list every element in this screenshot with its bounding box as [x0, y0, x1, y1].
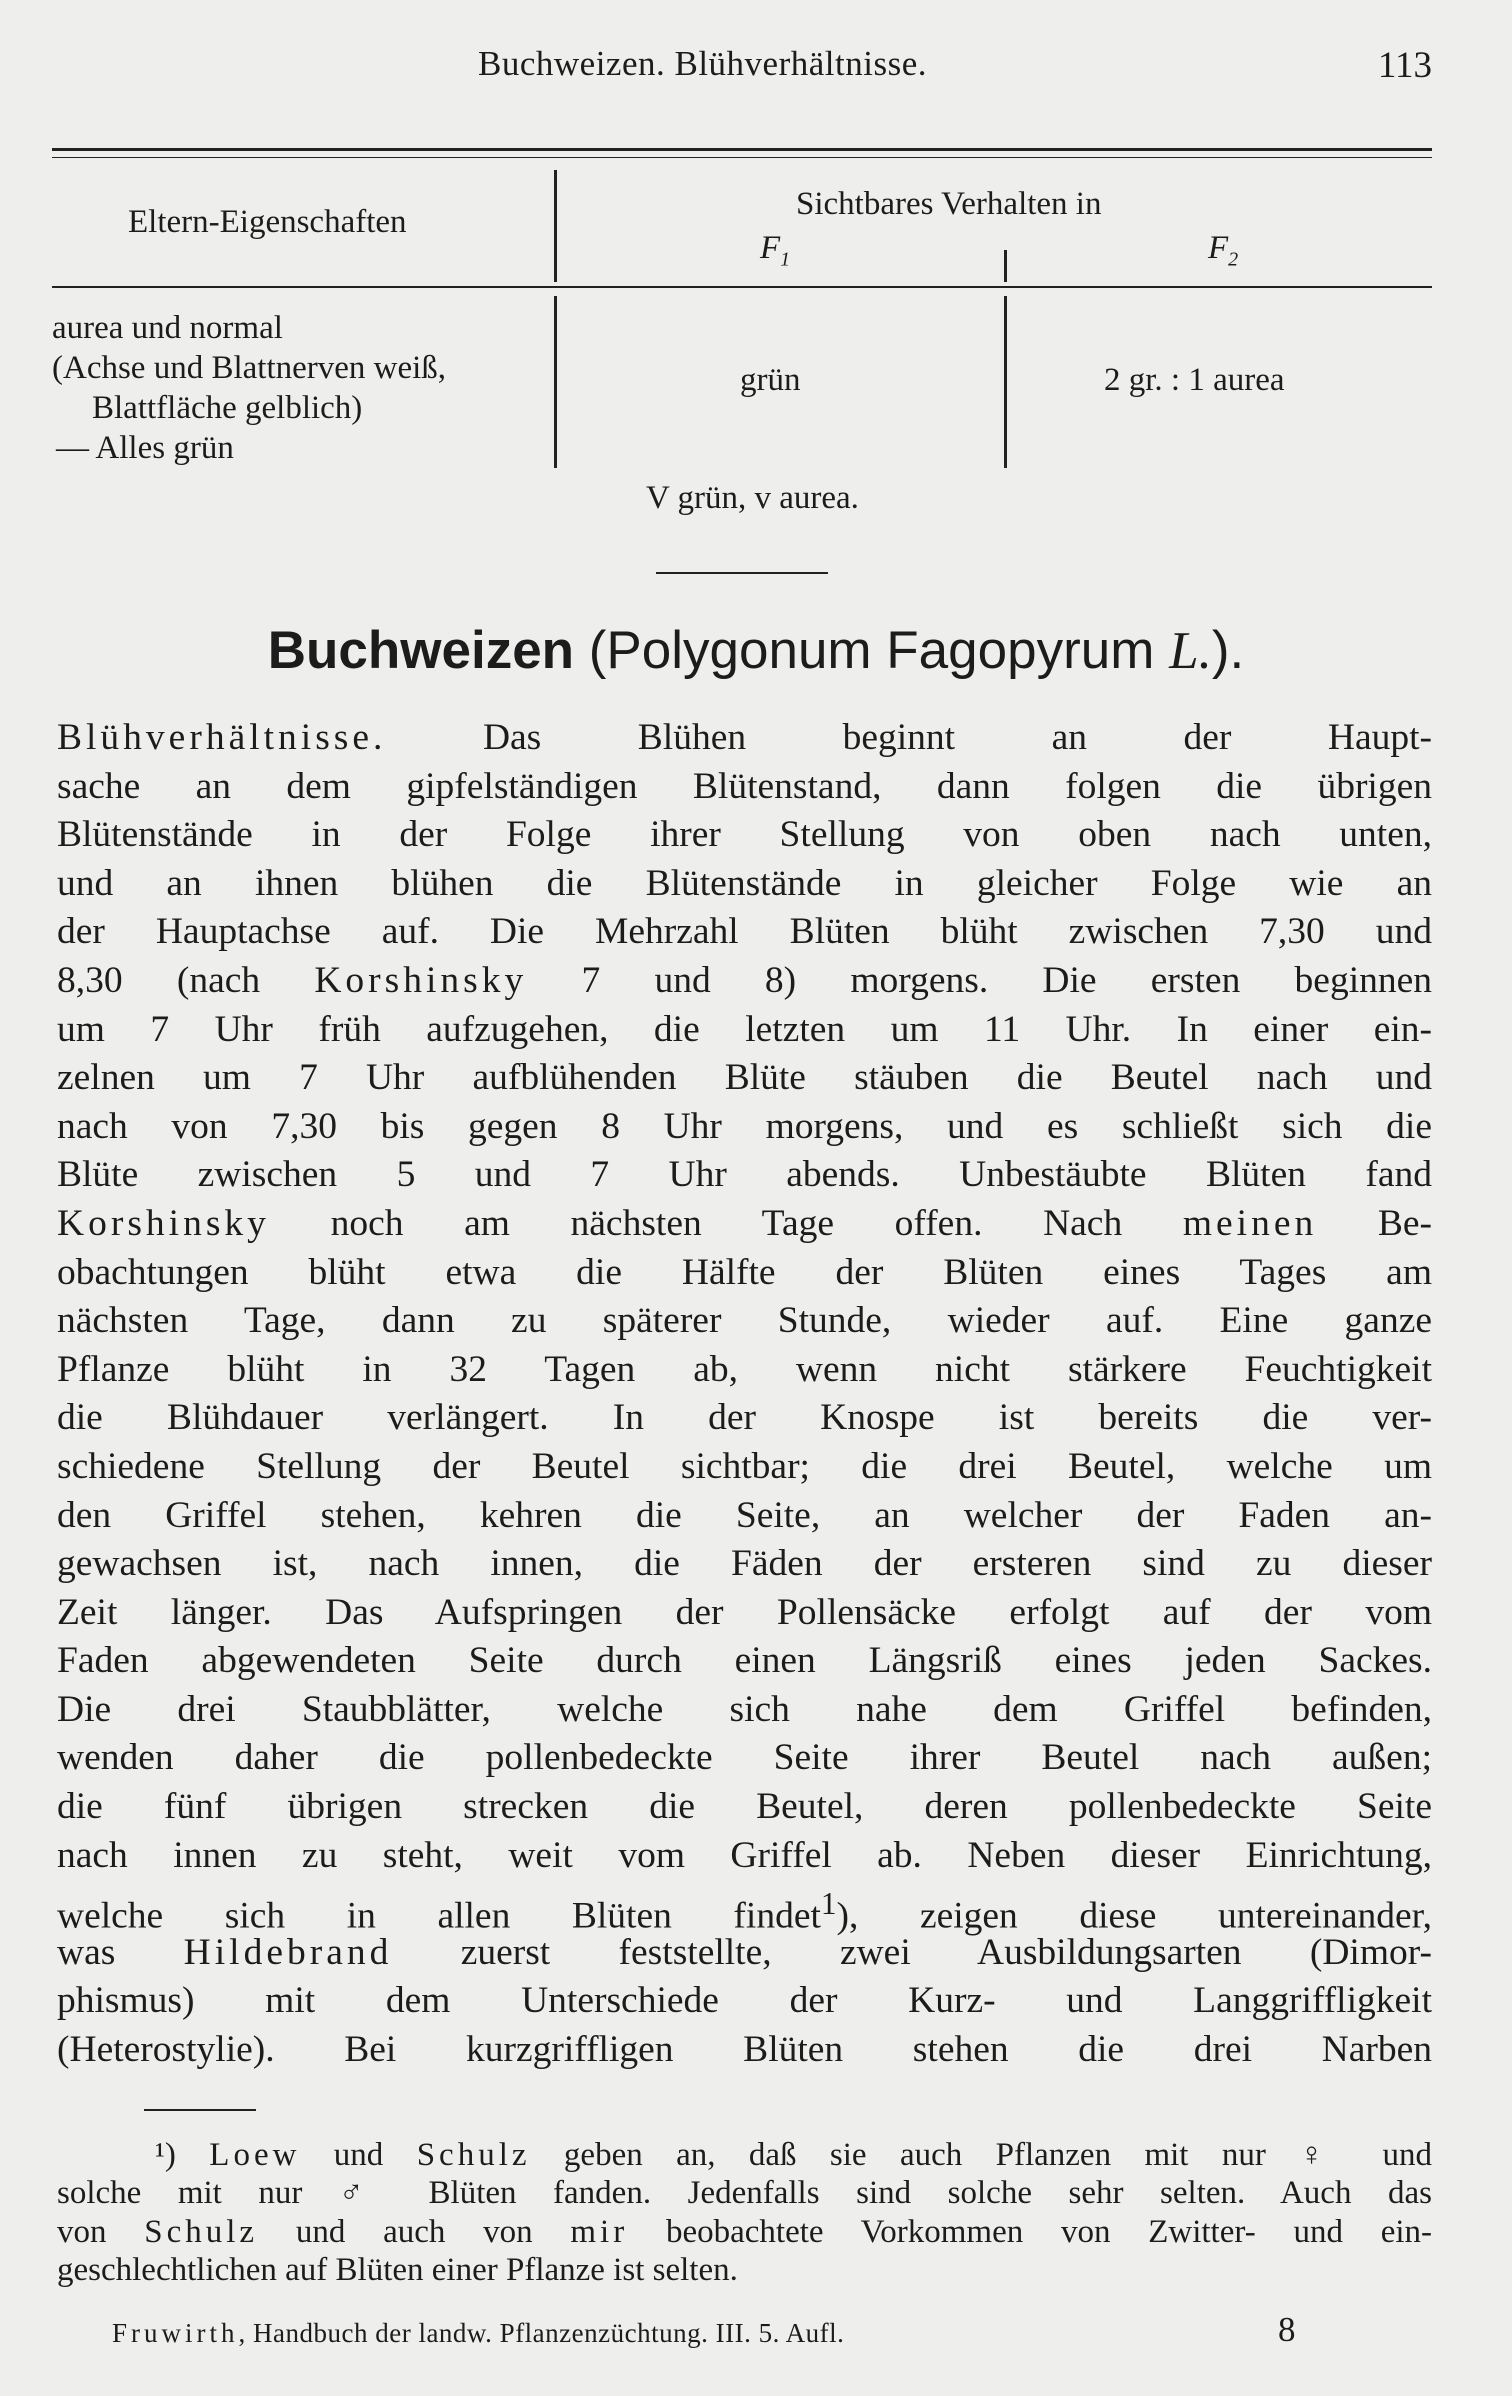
emphasis: meinen [1182, 1202, 1318, 1244]
body-line: Blüte zwischen 5 und 7 Uhr abends. Unbestäubte Blüten fand [57, 1154, 1432, 1196]
body-line [57, 957, 1432, 1006]
author-name: Loew [209, 2137, 301, 2173]
imprint-line [112, 2318, 844, 2349]
body-line: phismus) mit dem Unterschiede der Kurz- und Langgriffligkeit [57, 1980, 1432, 2022]
body-line [57, 1929, 1432, 1978]
page-number: 113 [1377, 45, 1432, 86]
body-line-text: Das Blühen beginnt an der Haupt- [482, 717, 1432, 758]
table-row-parents-line-4: — Alles grün [56, 430, 234, 466]
body-line-text: 8,30 (nach [57, 959, 261, 1001]
author-name: Korshinsky [314, 959, 528, 1001]
footnote-text: geben an, daß sie auch Pflanzen mit nur ♀ und [530, 2137, 1433, 2173]
table-vertical-rule-3 [1004, 296, 1007, 468]
body-line-text: 7 und 8) morgens. Die ersten beginnen [581, 959, 1433, 1001]
imprint-title: , Handbuch der landw. Pflanzenzüchtung. III. 5. Aufl. [238, 2318, 845, 2348]
heading-author: L. [1169, 622, 1212, 680]
footnote-separator [144, 2109, 256, 2111]
table-vertical-rule-1 [554, 170, 557, 282]
body-line: Zeit länger. Das Aufspringen der Pollensäcke erfolgt auf der vom [57, 1591, 1432, 1633]
f1-subscript: 1 [780, 248, 791, 271]
body-line [57, 1200, 1432, 1249]
table-header-rule [52, 286, 1432, 288]
signature-mark: 8 [1278, 2310, 1296, 2349]
body-line: Die drei Staubblätter, welche sich nahe dem Griffel befinden, [57, 1688, 1432, 1730]
footnote-text: und [300, 2137, 417, 2173]
table-top-rule-thin [52, 157, 1432, 158]
section-runin: Blühverhältnisse. [57, 717, 387, 758]
table-header-f1 [760, 228, 790, 280]
body-line: Pflanze blüht in 32 Tagen ab, wenn nicht stärkere Feuchtigkeit [57, 1348, 1432, 1390]
footnote-line [57, 2136, 1432, 2174]
section-heading [0, 620, 1512, 681]
footnote-line: solche mit nur ♂ Blüten fanden. Jedenfalls sind solche sehr selten. Auch das [57, 2175, 1432, 2212]
body-line: nach innen zu steht, weit vom Griffel ab. Neben dieser Einrichtung, [57, 1834, 1432, 1876]
author-name: Schulz [416, 2137, 531, 2173]
body-line-text: zuerst feststellte, zwei Ausbildungsarten (Dimor- [460, 1931, 1432, 1973]
body-line: die fünf übrigen strecken die Beutel, deren pollenbedeckte Seite [57, 1786, 1432, 1828]
footnote-text: beobachtete Vorkommen von Zwitter- und ein- [628, 2213, 1432, 2250]
heading-species: (Polygonum Fagopyrum [588, 621, 1155, 680]
body-line: um 7 Uhr früh aufzugehen, die letzten um 11 Uhr. In einer ein- [57, 1008, 1432, 1050]
heading-close: ). [1211, 621, 1245, 680]
table-top-rule [52, 148, 1432, 151]
running-title: Buchweizen. Blühverhältnisse. [478, 44, 927, 83]
author-name: Schulz [144, 2213, 259, 2250]
f1-letter: F [760, 230, 781, 266]
footnote-line: geschlechtlichen auf Blüten einer Pflanze ist selten. [57, 2252, 738, 2289]
section-separator [656, 572, 828, 574]
body-line: nach von 7,30 bis gegen 8 Uhr morgens, und es schließt sich die [57, 1105, 1432, 1147]
table-row-parents-line-3: Blattfläche gelblich) [92, 390, 363, 426]
emphasis: mir [570, 2213, 629, 2250]
footnote [57, 2136, 1432, 2290]
table-header-parents: Eltern-Eigenschaften [128, 204, 407, 240]
body-line: und an ihnen blühen die Blütenstände in gleicher Folge wie an [57, 862, 1432, 904]
table-vertical-rule-2 [554, 296, 557, 468]
body-line: den Griffel stehen, kehren die Seite, an welcher der Faden an- [57, 1494, 1432, 1536]
body-line: wenden daher die pollenbedeckte Seite ihrer Beutel nach außen; [57, 1737, 1432, 1779]
imprint-author: Fruwirth [112, 2318, 239, 2348]
body-line-text: welche sich in allen Blüten findet [57, 1895, 821, 1937]
author-name: Korshinsky [57, 1202, 270, 1244]
table-vertical-rule-f [1004, 250, 1007, 282]
table-row-parents-line-1: aurea und normal [52, 310, 283, 346]
body-line: zelnen um 7 Uhr aufblühenden Blüte stäuben die Beutel nach und [57, 1057, 1432, 1099]
body-line [57, 1880, 1432, 1937]
running-head [0, 44, 1512, 94]
table-cell-f1: grün [740, 362, 801, 398]
body-line: Blütenstände in der Folge ihrer Stellung von oben nach unten, [57, 814, 1432, 856]
table-header-f2 [1208, 228, 1238, 280]
table-row-parents-line-2: (Achse und Blattnerven weiß, [52, 350, 447, 386]
table-note: V grün, v aurea. [646, 480, 859, 516]
body-line: Faden abgewendeten Seite durch einen Längsriß eines jeden Sackes. [57, 1640, 1432, 1682]
body-line-text: noch am nächsten Tage offen. Nach [330, 1202, 1123, 1244]
footnote-line [57, 2213, 1432, 2251]
body-line: schiedene Stellung der Beutel sichtbar; die drei Beutel, welche um [57, 1445, 1432, 1487]
footnote-number: ¹) [155, 2137, 210, 2173]
body-paragraph [57, 714, 1432, 2075]
body-line: nächsten Tage, dann zu späterer Stunde, wieder auf. Eine ganze [57, 1300, 1432, 1342]
f2-subscript: 2 [1228, 248, 1239, 271]
table-header-visible-behaviour: Sichtbares Verhalten in [796, 186, 1102, 222]
heading-main: Buchweizen [267, 621, 575, 680]
body-line [57, 714, 1432, 763]
footnote-text: und auch von [258, 2213, 571, 2250]
body-line: der Hauptachse auf. Die Mehrzahl Blüten blüht zwischen 7,30 und [57, 911, 1432, 953]
body-line: obachtungen blüht etwa die Hälfte der Blüten eines Tages am [57, 1251, 1432, 1293]
body-line: die Blühdauer verlängert. In der Knospe ist bereits die ver- [57, 1397, 1432, 1439]
table-cell-f2: 2 gr. : 1 aurea [1104, 362, 1285, 398]
body-line-text: was [57, 1931, 116, 1973]
body-line-text: ), zeigen diese untereinander, [836, 1895, 1432, 1937]
author-name: Hildebrand [183, 1931, 393, 1973]
f2-letter: F [1208, 230, 1229, 266]
footnote-marker: 1 [820, 1886, 837, 1922]
body-line-text: Be- [1377, 1202, 1433, 1244]
footnote-text: von [57, 2213, 145, 2250]
body-line: (Heterostylie). Bei kurzgriffligen Blüten stehen die drei Narben [57, 2029, 1432, 2071]
body-line: sache an dem gipfelständigen Blütenstand, dann folgen die übrigen [57, 765, 1432, 807]
body-line: gewachsen ist, nach innen, die Fäden der ersteren sind zu dieser [57, 1543, 1432, 1585]
